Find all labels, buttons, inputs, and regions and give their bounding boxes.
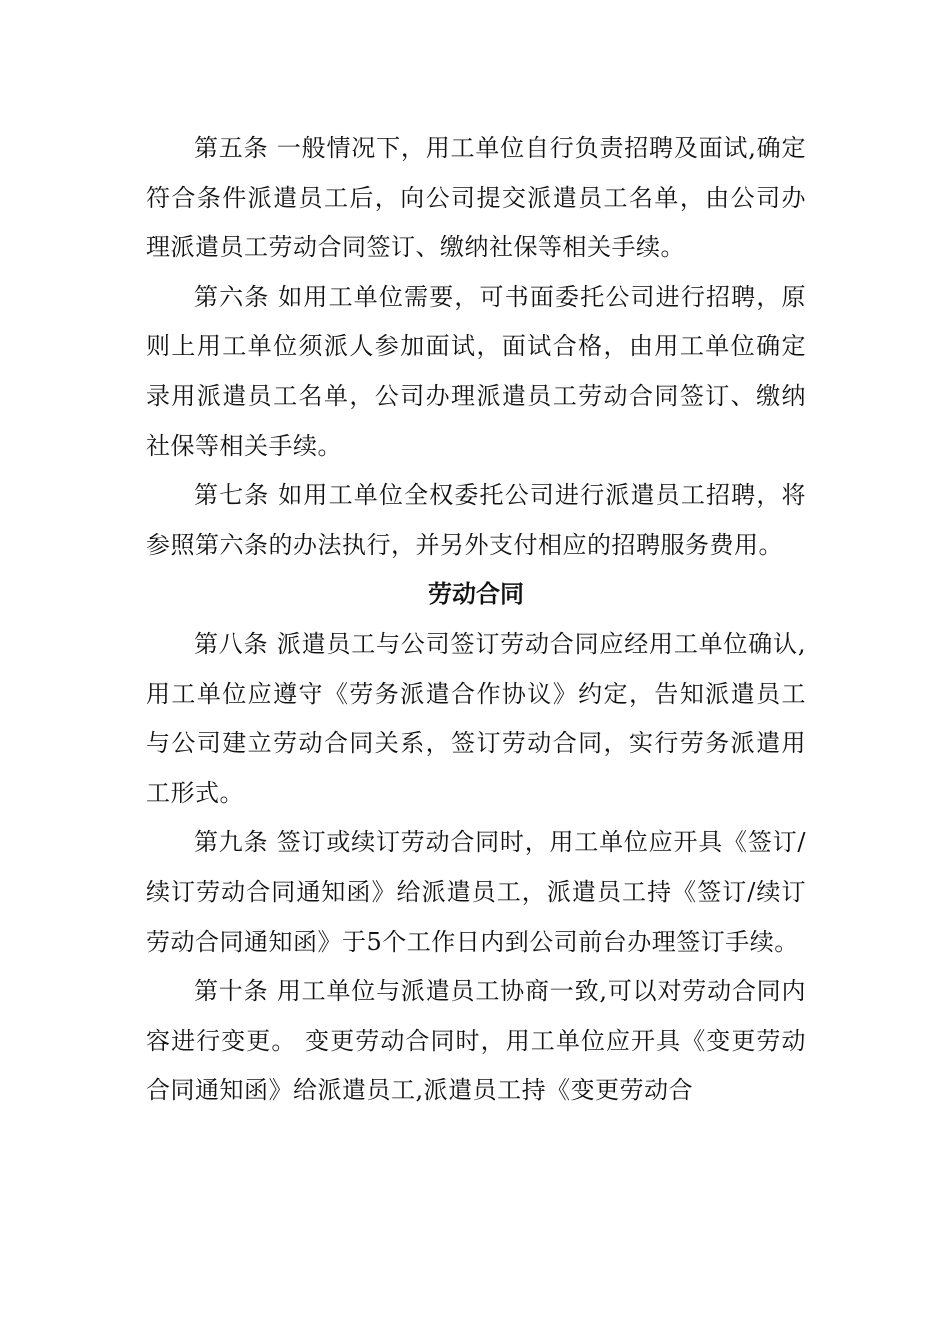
article-10-paragraph: 第十条 用工单位与派遣员工协商一致,可以对劳动合同内容进行变更。 变更劳动合同时，用工单位应开具《变更劳动合同通知函》给派遣员工,派遣员工持《变更劳动合: [146, 977, 806, 1105]
section-heading: 劳动合同: [428, 580, 524, 609]
article-7-paragraph: 第七条 如用工单位全权委托公司进行派遣员工招聘，将参照第六条的办法执行，并另外支付相应的招聘服务费用。: [146, 481, 806, 559]
article-8-paragraph: 第八条 派遣员工与公司签订劳动合同应经用工单位确认,用工单位应遵守《劳务派遣合作协议》约定，告知派遣员工与公司建立劳动合同关系，签订劳动合同，实行劳务派遣用工形式。: [146, 629, 806, 807]
article-6-paragraph: 第六条 如用工单位需要，可书面委托公司进行招聘，原则上用工单位须派人参加面试，面试合格，由用工单位确定录用派遣员工名单，公司办理派遣员工劳动合同签订、缴纳社保等相关手续。: [146, 282, 806, 460]
article-9-paragraph: 第九条 签订或续订劳动合同时，用工单位应开具《签订/续订劳动合同通知函》给派遣员工，派遣员工持《签订/续订劳动合同通知函》于5个工作日内到公司前台办理签订手续。: [146, 828, 806, 956]
document-page: [146, 124, 806, 1116]
article-5-paragraph: 第五条 一般情况下，用工单位自行负责招聘及面试,确定符合条件派遣员工后，向公司提交派遣员工名单，由公司办理派遣员工劳动合同签订、缴纳社保等相关手续。: [146, 134, 806, 262]
